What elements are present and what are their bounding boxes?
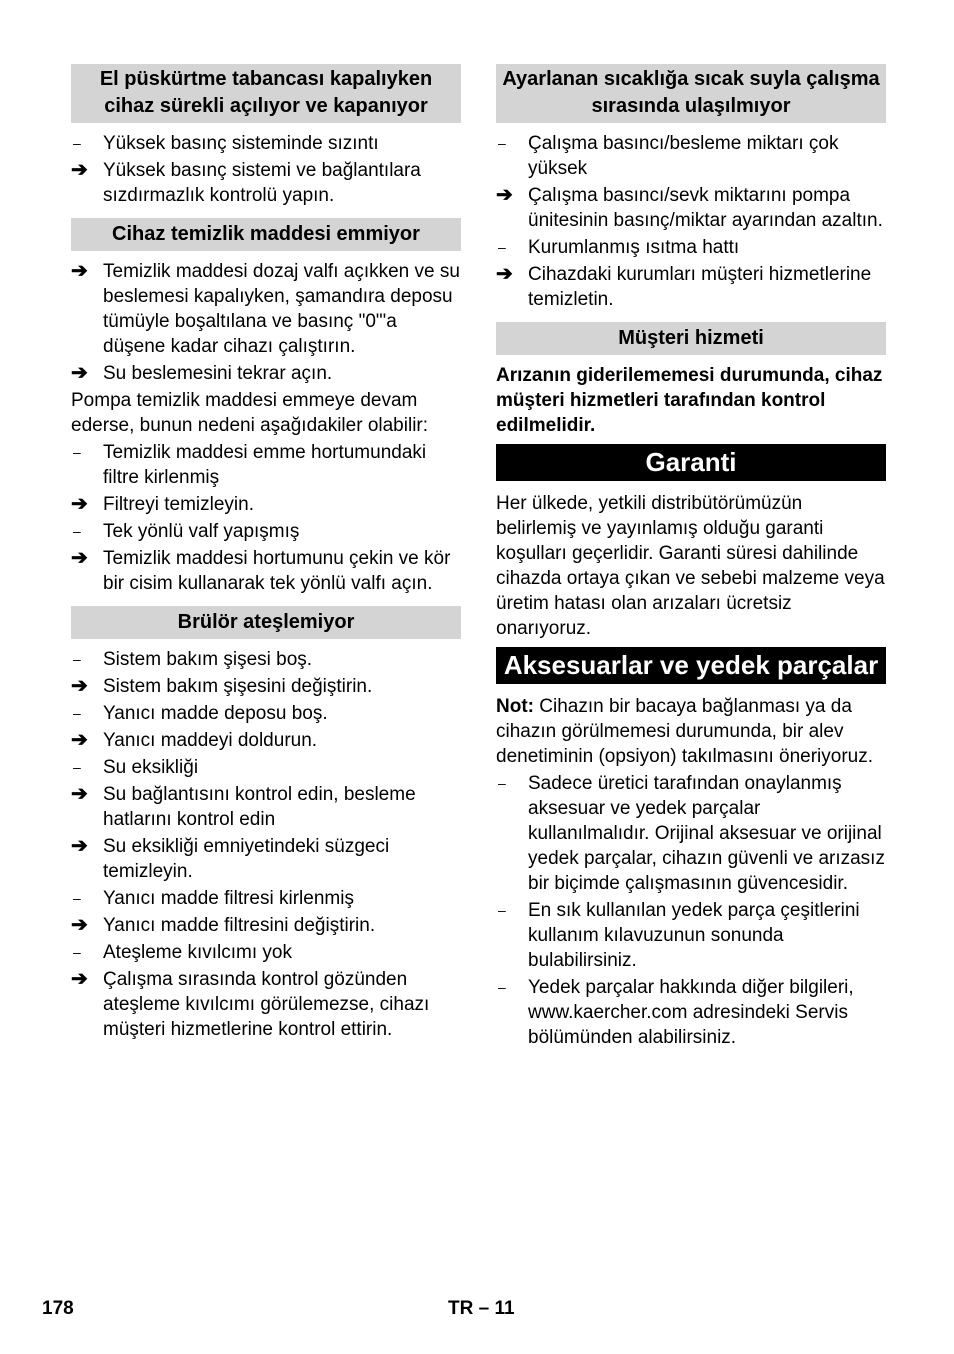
list-item-text: Sistem bakım şişesi boş. — [103, 649, 313, 670]
list-item-text: Sadece üretici tarafından onaylanmış aksesuar ve yedek parçalar kullanılmalıdır. Orijinal aksesuar ve orijinal yedek parçalar, cihazın güvenli ve arızasız bir biçimde çalışmasının güvencesidir. — [528, 773, 885, 894]
accessories-note — [496, 694, 886, 769]
list-item-text: Sistem bakım şişesini değiştirin. — [103, 676, 373, 697]
list-item — [71, 259, 461, 359]
arrow-right-icon: ➔ — [71, 493, 88, 515]
list-item-text: Yanıcı maddeyi doldurun. — [103, 730, 318, 751]
note-text: Cihazın bir bacaya bağlanması ya da cihazın görülmemesi durumunda, bir alev denetiminin (opsiyon) takılmasını öneriyoruz. — [496, 696, 874, 767]
list-item — [496, 131, 886, 181]
list-item — [496, 975, 886, 1050]
list-item-text: Temizlik maddesi hortumunu çekin ve kör bir cisim kullanarak tek yönlü valfı açın. — [103, 548, 451, 594]
dash-marker: – — [73, 944, 81, 960]
list-item — [71, 647, 461, 672]
list-item-text: Yüksek basınç sisteminde sızıntı — [103, 133, 379, 154]
list-item — [71, 940, 461, 965]
list-item-text: Kurumlanmış ısıtma hattı — [528, 237, 740, 258]
warranty-text: Her ülkede, yetkili distribütörümüzün belirlemiş ve yayınlamış olduğu garanti koşulları geçerlidir. Garanti süresi dahilinde cihazda ortaya çıkan ve sebebi malzeme veya üretim hatası olan arızaları ücretsiz onarıyoruz. — [496, 493, 885, 639]
list-item — [496, 183, 886, 233]
arrow-right-icon: ➔ — [71, 968, 88, 990]
list-item-text: Temizlik maddesi emme hortumundaki filtre kirlenmiş — [103, 442, 427, 488]
list-item-text: Filtreyi temizleyin. — [103, 494, 254, 515]
dash-marker: – — [73, 135, 81, 151]
list-item — [71, 834, 461, 884]
note-label: Not: — [496, 696, 534, 717]
list-item — [71, 886, 461, 911]
right-column — [496, 64, 886, 1052]
dash-marker: – — [73, 651, 81, 667]
arrow-right-icon: ➔ — [71, 729, 88, 751]
list-item-text: Tek yönlü valf yapışmış — [103, 521, 300, 542]
list-spray-gun — [71, 131, 461, 208]
arrow-right-icon: ➔ — [71, 260, 88, 282]
dash-marker: – — [73, 705, 81, 721]
list-item — [71, 492, 461, 517]
dash-marker: – — [73, 890, 81, 906]
list-item-text: Yedek parçalar hakkında diğer bilgileri, www.kaercher.com adresindeki Servis bölümünden alabilirsiniz. — [528, 977, 854, 1048]
list-item — [71, 546, 461, 596]
section-heading-burner: Brülör ateşlemiyor — [71, 606, 461, 639]
section-heading-detergent: Cihaz temizlik maddesi emmiyor — [71, 218, 461, 251]
list-item — [71, 967, 461, 1042]
list-item-text: En sık kullanılan yedek parça çeşitlerini kullanım kılavuzunun sonunda bulabilirsiniz. — [528, 900, 860, 971]
list-temperature — [496, 131, 886, 312]
list-item-text: Yanıcı madde deposu boş. — [103, 703, 328, 724]
dash-marker: – — [498, 902, 506, 918]
dash-marker: – — [73, 759, 81, 775]
list-detergent-a — [71, 259, 461, 386]
list-detergent-b — [71, 440, 461, 596]
list-burner — [71, 647, 461, 1042]
dash-marker: – — [498, 775, 506, 791]
list-item-text: Su beslemesini tekrar açın. — [103, 363, 333, 384]
list-item — [71, 701, 461, 726]
list-item-text: Su eksikliği — [103, 757, 199, 778]
list-item — [71, 782, 461, 832]
list-item-text: Su bağlantısını kontrol edin, besleme hatlarını kontrol edin — [103, 784, 416, 830]
arrow-right-icon: ➔ — [496, 263, 513, 285]
arrow-right-icon: ➔ — [71, 914, 88, 936]
list-item — [496, 771, 886, 896]
list-item — [71, 519, 461, 544]
dash-marker: – — [498, 239, 506, 255]
section-heading-spray-gun: El püskürtme tabancası kapalıyken cihaz sürekli açılıyor ve kapanıyor — [71, 64, 461, 123]
list-item-text: Yüksek basınç sistemi ve bağlantılara sızdırmazlık kontrolü yapın. — [103, 160, 421, 206]
dash-marker: – — [73, 523, 81, 539]
list-item — [71, 158, 461, 208]
section-heading-warranty: Garanti — [496, 444, 886, 481]
section-heading-customer-service: Müşteri hizmeti — [496, 322, 886, 355]
list-item-text: Çalışma sırasında kontrol gözünden ateşleme kıvılcımı görülemezse, cihazı müşteri hizmetlerine kontrol ettirin. — [103, 969, 430, 1040]
left-column — [71, 64, 461, 1044]
dash-marker: – — [73, 444, 81, 460]
arrow-right-icon: ➔ — [496, 184, 513, 206]
dash-marker: – — [498, 979, 506, 995]
list-item-text: Cihazdaki kurumları müşteri hizmetlerine temizletin. — [528, 264, 872, 310]
detergent-paragraph: Pompa temizlik maddesi emmeye devam ederse, bunun nedeni aşağıdakiler olabilir: — [71, 390, 429, 436]
list-item-text: Yanıcı madde filtresi kirlenmiş — [103, 888, 354, 909]
page-section-label: TR – 11 — [448, 1298, 515, 1319]
list-item — [496, 235, 886, 260]
list-item-text: Yanıcı madde filtresini değiştirin. — [103, 915, 376, 936]
list-item — [71, 440, 461, 490]
page-number: 178 — [42, 1298, 74, 1319]
arrow-right-icon: ➔ — [71, 159, 88, 181]
arrow-right-icon: ➔ — [71, 362, 88, 384]
list-item-text: Çalışma basıncı/sevk miktarını pompa ünitesinin basınç/miktar ayarından azaltın. — [528, 185, 883, 231]
list-item — [71, 755, 461, 780]
arrow-right-icon: ➔ — [71, 675, 88, 697]
arrow-right-icon: ➔ — [71, 783, 88, 805]
list-item — [71, 728, 461, 753]
section-heading-temperature: Ayarlanan sıcaklığa sıcak suyla çalışma sırasında ulaşılmıyor — [496, 64, 886, 123]
list-item-text: Temizlik maddesi dozaj valfı açıkken ve su beslemesi kapalıyken, şamandıra deposu tümüyle boşaltılana ve basınç "0"'a düşene kadar cihazı çalıştırın. — [103, 261, 460, 357]
list-item — [496, 262, 886, 312]
list-item-text: Çalışma basıncı/besleme miktarı çok yüksek — [528, 133, 839, 179]
list-item — [71, 131, 461, 156]
arrow-right-icon: ➔ — [71, 835, 88, 857]
list-item-text: Ateşleme kıvılcımı yok — [103, 942, 292, 963]
customer-service-text: Arızanın giderilememesi durumunda, cihaz müşteri hizmetleri tarafından kontrol edilmelidir. — [496, 365, 883, 436]
list-item — [496, 898, 886, 973]
section-heading-accessories: Aksesuarlar ve yedek parçalar — [496, 647, 886, 684]
list-item — [71, 913, 461, 938]
list-item — [71, 674, 461, 699]
list-item — [71, 361, 461, 386]
dash-marker: – — [498, 135, 506, 151]
arrow-right-icon: ➔ — [71, 547, 88, 569]
list-item-text: Su eksikliği emniyetindeki süzgeci temizleyin. — [103, 836, 390, 882]
list-accessories — [496, 771, 886, 1050]
